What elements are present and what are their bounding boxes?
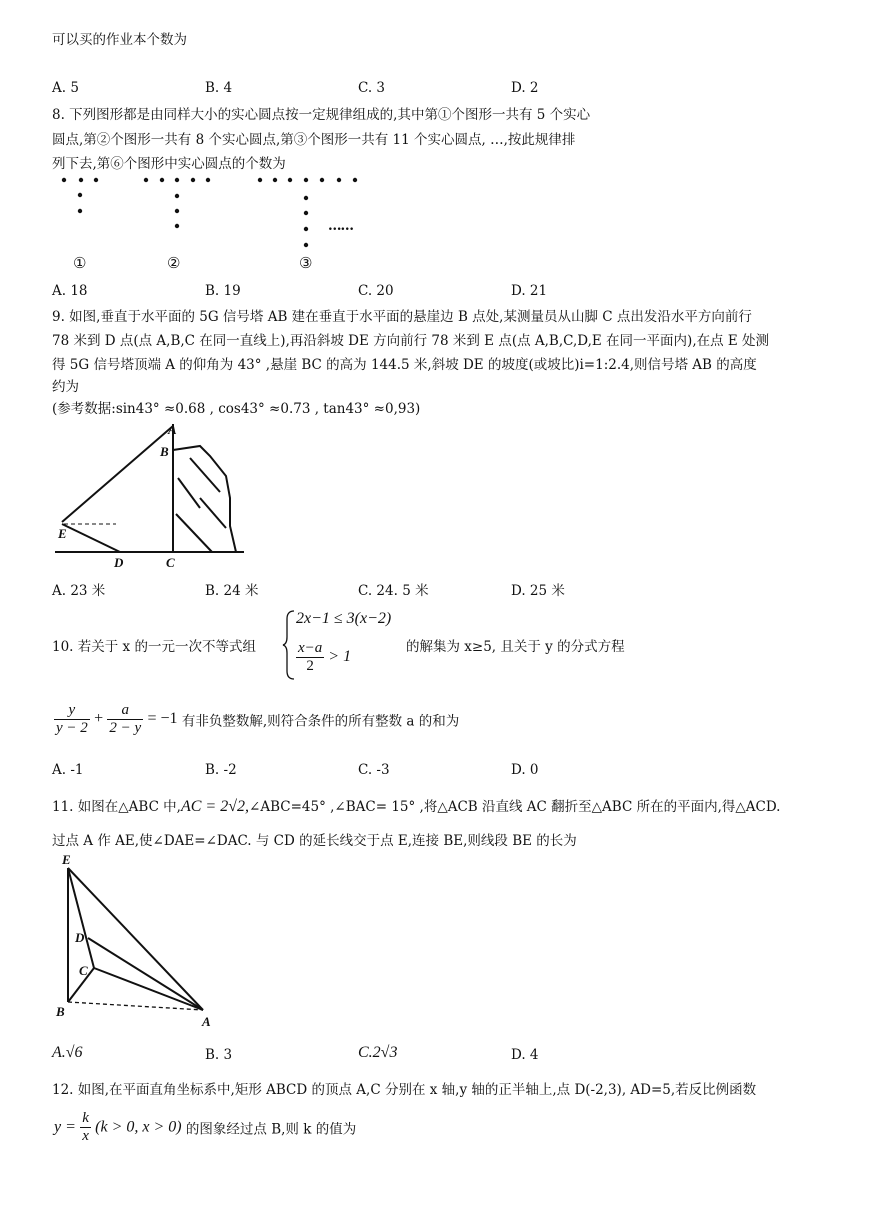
q12-inverse-function xyxy=(54,1110,356,1145)
q10-inequality-2 xyxy=(296,640,351,675)
q11-label-d: D xyxy=(75,930,85,945)
q11-option-c[interactable]: C.2√3 xyxy=(358,1044,398,1061)
q10-eq-frac1-den: y − 2 xyxy=(56,720,88,736)
q11-label-c: C xyxy=(79,963,88,978)
q10-eq-text: 有非负整数解,则符合条件的所有整数 a 的和为 xyxy=(181,713,460,730)
q7-option-c[interactable]: C. 3 xyxy=(358,80,386,96)
q11-segment-ca xyxy=(94,968,203,1010)
q12-func-numerator: k xyxy=(82,1110,89,1126)
q10-option-d[interactable]: D. 0 xyxy=(511,762,539,778)
q10-option-b[interactable]: B. -2 xyxy=(205,762,237,778)
q10-option-c[interactable]: C. -3 xyxy=(358,762,390,778)
q9-option-a[interactable]: A. 23 米 xyxy=(52,583,106,599)
q10-prefix: 10. 若关于 x 的一元一次不等式组 xyxy=(52,639,256,655)
q10-eq-rhs: = −1 xyxy=(147,710,178,727)
q9-tower-cliff-figure xyxy=(50,418,250,570)
q11-option-d[interactable]: D. 4 xyxy=(511,1047,539,1063)
q9-reference-data: (参考数据:sin43° ≈0.68 , cos43° ≈0.73 , tan43° ≈0,93) xyxy=(52,401,421,417)
q10-eq-frac2-num: a xyxy=(107,702,143,720)
q8-label-3: ③ xyxy=(299,254,313,272)
q9-option-c[interactable]: C. 24. 5 米 xyxy=(358,583,429,599)
q9-label-c: C xyxy=(166,555,175,570)
q9-label-a: A xyxy=(168,422,177,437)
q7-option-b[interactable]: B. 4 xyxy=(205,80,233,96)
q10-suffix: 的解集为 x≥5, 且关于 y 的分式方程 xyxy=(406,639,625,655)
q11-label-a: A xyxy=(202,1014,211,1029)
q10-inequality-1: 2x−1 ≤ 3(x−2) xyxy=(296,610,392,627)
q9-cliff-hatch xyxy=(200,498,226,528)
q11-option-a[interactable]: A.√6 xyxy=(52,1044,83,1061)
q9-label-d: D xyxy=(114,555,124,570)
q10-fractional-equation xyxy=(54,702,459,737)
q8-line-1: 8. 下列图形都是由同样大小的实心圆点按一定规律组成的,其中第①个图形一共有 5 个实心 xyxy=(52,107,591,123)
q8-option-a[interactable]: A. 18 xyxy=(52,283,88,299)
q8-figure-1-dots xyxy=(62,178,98,213)
q11-ac-length: AC = 2√2, xyxy=(180,798,250,815)
q11-label-b: B xyxy=(56,1004,65,1019)
q10-system-brace xyxy=(282,609,296,681)
q11-line-1-post: ∠ABC=45° ,∠BAC= 15° ,将△ACB 沿直线 AC 翻折至△ABC 所在的平面内,得△ACD. xyxy=(249,799,781,815)
q11-line-1 xyxy=(52,795,780,816)
q7-tail-text: 可以买的作业本个数为 xyxy=(52,32,187,48)
q9-cliff-hatch xyxy=(176,514,212,552)
q10-eq-frac2-den: 2 − y xyxy=(109,720,142,736)
q12-func-denominator: x xyxy=(82,1128,89,1144)
q8-figure-2-dots xyxy=(144,178,210,228)
q10-ineq2-numerator: x−a xyxy=(298,640,323,656)
q11-label-e: E xyxy=(62,852,71,867)
q9-option-d[interactable]: D. 25 米 xyxy=(511,583,565,599)
q7-option-d[interactable]: D. 2 xyxy=(511,80,539,96)
q8-ellipsis: …… xyxy=(328,218,353,234)
q8-dot-pattern-figure xyxy=(50,170,430,275)
q8-option-d[interactable]: D. 21 xyxy=(511,283,548,299)
q10-eq-frac1-num: y xyxy=(54,702,90,720)
q9-label-b: B xyxy=(160,444,169,459)
q8-option-c[interactable]: C. 20 xyxy=(358,283,394,299)
q9-cliff-outline xyxy=(173,446,236,552)
q8-label-2: ② xyxy=(167,254,181,272)
q12-line-1: 12. 如图,在平面直角坐标系中,矩形 ABCD 的顶点 A,C 分别在 x 轴,y 轴的正半轴上,点 D(-2,3), AD=5,若反比例函数 xyxy=(52,1082,757,1098)
q8-option-b[interactable]: B. 19 xyxy=(205,283,241,299)
q10-ineq2-denominator: 2 xyxy=(306,658,314,674)
q12-func-condition: (k > 0, x > 0) xyxy=(95,1118,182,1136)
q9-slope-line xyxy=(62,524,120,552)
q9-line-4: 约为 xyxy=(52,379,79,395)
q8-label-1: ① xyxy=(73,254,87,272)
q11-option-b[interactable]: B. 3 xyxy=(205,1047,233,1063)
q9-label-e: E xyxy=(58,526,67,541)
q9-line-3: 得 5G 信号塔顶端 A 的仰角为 43° ,悬崖 BC 的高为 144.5 米,斜坡 DE 的坡度(或坡比)i=1:2.4,则信号塔 AB 的高度 xyxy=(52,357,757,373)
q11-line-1-pre: 11. 如图在△ABC 中, xyxy=(52,799,181,815)
q11-triangle-figure xyxy=(50,850,225,1032)
q9-line-1: 9. 如图,垂直于水平面的 5G 信号塔 AB 建在垂直于水平面的悬崖边 B 点处,某测量员从山脚 C 点出发沿水平方向前行 xyxy=(52,309,752,325)
q7-option-a[interactable]: A. 5 xyxy=(52,80,79,96)
q10-option-a[interactable]: A. -1 xyxy=(52,762,84,778)
q8-line-3: 列下去,第⑥个图形中实心圆点的个数为 xyxy=(52,156,286,172)
q11-line-2: 过点 A 作 AE,使∠DAE=∠DAC. 与 CD 的延长线交于点 E,连接 BE,则线段 BE 的长为 xyxy=(52,833,577,849)
q12-line-2-post: 的图象经过点 B,则 k 的值为 xyxy=(185,1121,357,1138)
q9-cliff-hatch xyxy=(178,478,200,508)
q9-line-2: 78 米到 D 点(点 A,B,C 在同一直线上),再沿斜坡 DE 方向前行 78 米到 E 点(点 A,B,C,D,E 在同一平面内),在点 E 处测 xyxy=(52,333,770,349)
q9-sight-line xyxy=(62,426,173,522)
q10-eq-plus: + xyxy=(94,710,104,727)
q10-ineq2-relation: > 1 xyxy=(328,648,352,666)
q8-figure-3-dots xyxy=(258,178,357,247)
q12-func-lhs: y = xyxy=(54,1118,76,1136)
q9-option-b[interactable]: B. 24 米 xyxy=(205,583,259,599)
q8-line-2: 圆点,第②个图形一共有 8 个实心圆点,第③个图形一共有 11 个实心圆点, …,按此规律排 xyxy=(52,132,576,148)
